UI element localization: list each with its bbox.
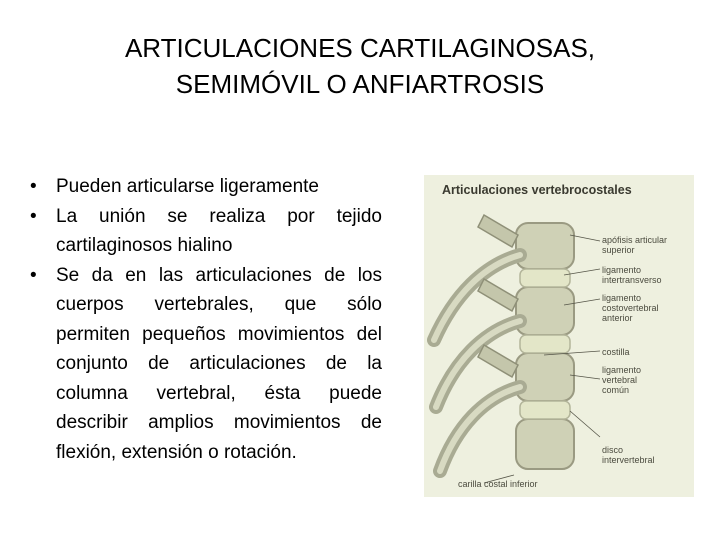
slide-title-line-1: ARTICULACIONES CARTILAGINOSAS, [124, 33, 596, 63]
label-inferior-costal-facet: carilla costal inferior [458, 479, 538, 489]
label-costovertebral-ligament: ligamento costovertebral anterior [602, 293, 659, 323]
intervertebral-disc [520, 401, 570, 419]
rib [440, 387, 520, 471]
label-rib: costilla [602, 347, 630, 357]
bullet-list [30, 172, 382, 467]
slide-title [30, 30, 690, 102]
illustration-title: Articulaciones vertebrocostales [442, 183, 632, 197]
vertebral-body [516, 287, 574, 335]
vertebral-body [516, 223, 574, 269]
label-intervertebral-disc: disco intervertebral [602, 445, 655, 465]
vertebrocostal-illustration [424, 175, 694, 497]
label-intertransverse-ligament: ligamento intertransverso [602, 265, 662, 285]
slide-title-line-2: SEMIMÓVIL O ANFIARTROSIS [175, 69, 545, 99]
label-vertebral-ligament: ligamento vertebral común [602, 365, 642, 395]
bullet-item: • Pueden articularse ligeramente [30, 172, 382, 202]
label-articular-process: apófisis articular superior [602, 235, 668, 255]
bullet-item: • La unión se realiza por tejido cartilaginosos hialino [30, 202, 382, 261]
vertebral-body [516, 419, 574, 469]
articular-process [478, 215, 518, 247]
bullet-item: • Se da en las articulaciones de los cuerpos vertebrales, que sólo permiten pequeños movimientos del conjunto de articulaciones de la columna vertebral, ésta puede describir amplios movimientos de flexión, extensión o rotación. [30, 261, 382, 468]
intervertebral-disc [520, 269, 570, 287]
intervertebral-disc [520, 335, 570, 353]
vertebral-body [516, 353, 574, 401]
